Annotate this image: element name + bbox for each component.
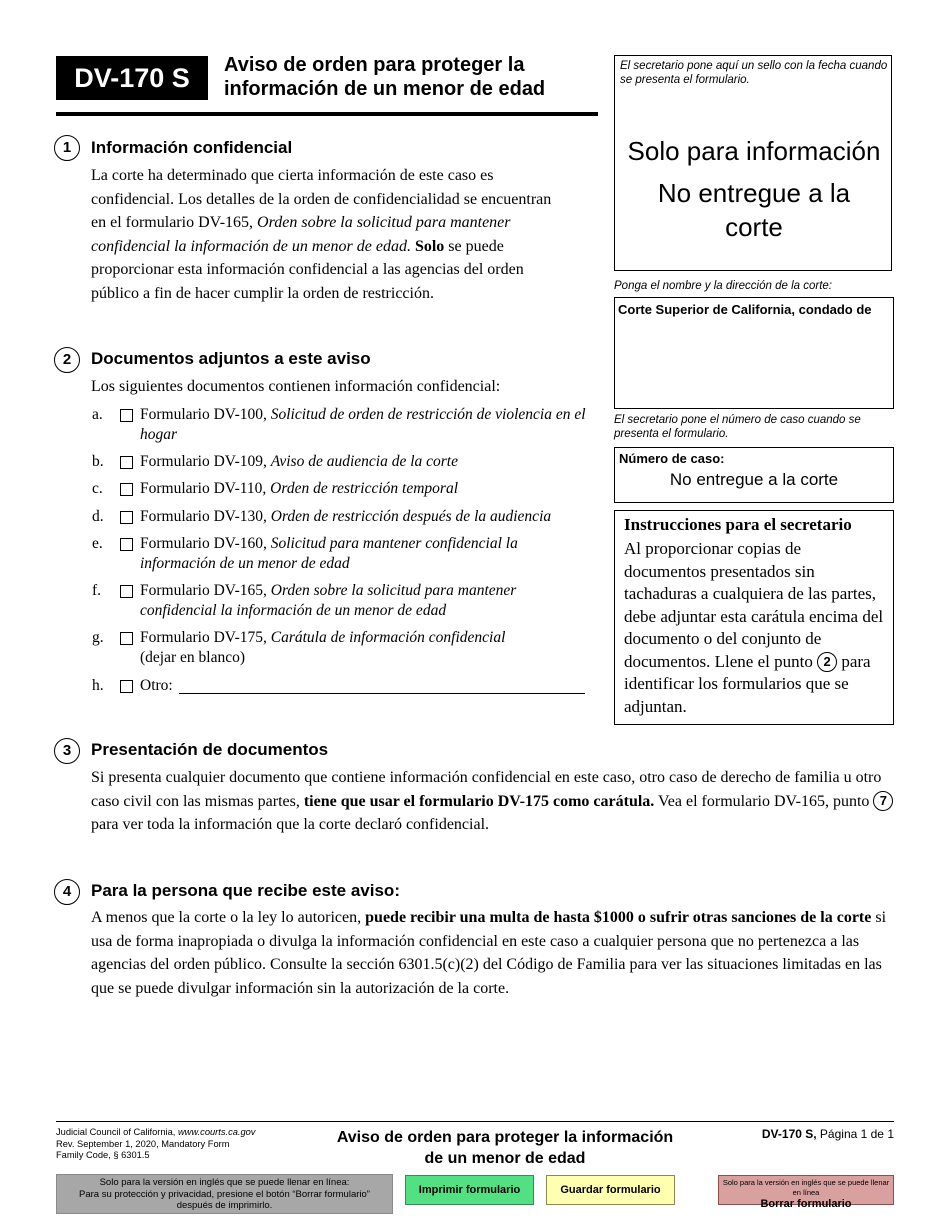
stamp-info-only: Solo para información (627, 136, 881, 166)
clerk-instructions-text-a: Al proporcionar copias de documentos presentados sin tachaduras a cualquiera de las partes, debe adjuntar esta carátula encima del documento o del conjunto de documentos. Llene el punto (624, 539, 884, 671)
section-1-text (91, 164, 566, 305)
header-divider (56, 112, 598, 116)
item-text (140, 507, 595, 527)
item-text (140, 479, 595, 499)
clerk-instructions-box (614, 510, 894, 725)
footer-council-name: Judicial Council of California, (56, 1127, 178, 1137)
item-checkbox[interactable] (120, 483, 133, 496)
item-ref-badge: 7 (873, 791, 893, 811)
form-id-badge: DV-170 S (56, 56, 208, 100)
item-extra: (dejar en blanco) (140, 649, 245, 666)
court-note: Ponga el nombre y la dirección de la corte: (614, 280, 832, 292)
footer-code: Family Code, § 6301.5 (56, 1150, 150, 1160)
stamp-note: El secretario pone aquí un sello con la fecha cuando se presenta el formulario. (620, 60, 888, 86)
item-letter: f. (92, 582, 102, 599)
section-1-title: Información confidencial (91, 138, 293, 157)
item-checkbox[interactable] (120, 538, 133, 551)
document-item (92, 452, 597, 472)
item-checkbox[interactable] (120, 511, 133, 524)
document-item (92, 581, 597, 621)
section-4-text-a: A menos que la corte o la ley lo autoricen, (91, 909, 366, 926)
footer-page-number (700, 1127, 894, 1141)
section-1-text-bold: Solo (414, 237, 445, 255)
section-1-number: 1 (54, 135, 80, 161)
section-4-text-bold: puede recibir una multa de hasta $1000 o sufrir otras sanciones de la corte (365, 909, 872, 926)
item-form-name: Orden de restricción temporal (270, 480, 459, 497)
section-2-intro: Los siguientes documentos contienen información confidencial: (91, 378, 501, 395)
item-form-name: Solicitud para mantener confidencial la información de un menor de edad (140, 535, 518, 572)
footer-divider (56, 1121, 894, 1122)
section-3-number: 3 (54, 738, 80, 764)
section-3-text-c: para ver toda la información que la corte declaró confidencial. (91, 816, 490, 833)
court-name-field[interactable] (614, 297, 894, 409)
item-form-name: Aviso de audiencia de la corte (270, 453, 458, 470)
footer-title-line2: de un menor de edad (424, 1150, 586, 1167)
footer-citation (56, 1127, 316, 1162)
item-form: Formulario DV-100, (140, 406, 271, 423)
item-form: Formulario DV-160, (140, 535, 271, 552)
item-letter: c. (92, 480, 103, 497)
item-form: Formulario DV-130, (140, 508, 271, 525)
print-form-button[interactable]: Imprimir formulario (405, 1175, 534, 1205)
section-4-title: Para la persona que recibe este aviso: (91, 881, 400, 900)
item-text (140, 452, 595, 472)
item-checkbox[interactable] (120, 456, 133, 469)
section-2-title: Documentos adjuntos a este aviso (91, 349, 371, 368)
item-letter: e. (92, 535, 103, 552)
section-2-number: 2 (54, 347, 80, 373)
footer-url[interactable]: www.courts.ca.gov (177, 1127, 256, 1137)
item-checkbox[interactable] (120, 585, 133, 598)
item-text (140, 405, 595, 445)
footer-title (300, 1127, 710, 1169)
section-3-text-bold: tiene que usar el formulario DV-175 como carátula. (303, 792, 655, 810)
item-text (140, 628, 595, 668)
item-letter: b. (92, 453, 104, 470)
privacy-notice-line1: Solo para la versión en inglés que se puede llenar en línea: (99, 1177, 350, 1188)
privacy-notice-line2: Para su protección y privacidad, presione el botón “Borrar formulario” (79, 1188, 370, 1200)
footer-page-label: Página 1 de 1 (816, 1127, 894, 1141)
court-label: Corte Superior de California, condado de (618, 302, 872, 317)
section-3-text-b: Vea el formulario DV-165, punto (654, 792, 874, 810)
stamp-do-not-submit (615, 176, 893, 244)
item-checkbox[interactable] (120, 632, 133, 645)
case-number-field[interactable] (614, 447, 894, 503)
case-number-value: No entregue a la corte (669, 470, 839, 489)
item-ref-badge: 2 (817, 652, 837, 672)
clerk-instructions-title: Instrucciones para el secretario (624, 515, 852, 534)
section-3-text-a: Si presenta cualquier documento que contiene información confidencial en este caso, otro caso de derecho de familia u otro caso civil con las mismas partes, (91, 769, 882, 810)
footer-title-line1: Aviso de orden para proteger la información (336, 1129, 674, 1146)
item-form: Formulario DV-110, (140, 480, 271, 497)
case-number-label: Número de caso: (619, 451, 725, 466)
item-text (140, 581, 595, 621)
form-title-line2: información de un menor de edad (224, 78, 546, 100)
section-1-text-b: se puede proporcionar esta información confidencial a las agencias del orden público a fin de hacer cumplir la orden de restricción. (91, 237, 524, 302)
save-form-button[interactable]: Guardar formulario (546, 1175, 675, 1205)
footer-council (56, 1127, 316, 1139)
clerk-instructions-text (624, 538, 886, 718)
section-4-text-b: si usa de forma inapropiada o divulga la información confidencial en este caso a cualquier persona que no pertenezca a las agencias del orden público. Consulte la sección 6301.5(c)(2) del Código de Familia para ver las situaciones limitadas en las que se puede divulgar información sin la autorización de la corte. (91, 909, 887, 997)
item-form: Otro: (140, 677, 173, 694)
section-4-text (91, 906, 896, 1000)
document-item (92, 507, 597, 527)
item-letter: a. (92, 406, 103, 423)
clerk-instructions-text-b: para identificar los formularios que se adjuntan. (624, 651, 871, 716)
form-title-line1: Aviso de orden para proteger la (224, 54, 525, 76)
clear-form-button[interactable] (718, 1175, 894, 1210)
clerk-stamp-box (614, 55, 892, 271)
stamp-do-not-submit-line2: corte (725, 212, 783, 242)
section-3-title: Presentación de documentos (91, 740, 329, 759)
item-form: Formulario DV-165, (140, 582, 271, 599)
footer-page-form-id: DV-170 S, (761, 1127, 817, 1141)
other-document-field[interactable] (179, 693, 585, 694)
item-checkbox[interactable] (120, 680, 133, 693)
document-item (92, 405, 597, 445)
privacy-notice-line3: después de imprimirlo. (176, 1200, 273, 1211)
section-4-number: 4 (54, 879, 80, 905)
clear-form-label: Borrar formulario (760, 1198, 852, 1210)
clear-form-note: Solo para la versión en inglés que se puede llenar en línea (722, 1178, 890, 1197)
case-number-note: El secretario pone el número de caso cuando se presenta el formulario. (614, 414, 861, 440)
item-letter: g. (92, 629, 104, 646)
section-3-text (91, 766, 896, 837)
footer-revision: Rev. September 1, 2020, Mandatory Form (56, 1138, 230, 1149)
item-letter: d. (92, 508, 104, 525)
form-title (224, 53, 604, 101)
item-form-name: Solicitud de orden de restricción de violencia en el hogar (140, 406, 586, 443)
item-form-name: Orden sobre la solicitud para mantener confidencial la información de un menor de edad (140, 582, 517, 619)
section-1-text-italic: Orden sobre la solicitud para mantener confidencial la información de un menor de edad. (91, 214, 511, 255)
section-1-text-a: La corte ha determinado que cierta información de este caso es confidencial. Los detalles de la orden de confidencialidad se encuentran en el formulario DV-165, (91, 167, 552, 231)
document-item (92, 628, 597, 668)
privacy-notice-panel (56, 1174, 393, 1214)
item-text (140, 534, 595, 574)
item-form: Formulario DV-175, (140, 629, 271, 646)
document-item (92, 534, 597, 574)
item-letter: h. (92, 677, 104, 694)
item-form: Formulario DV-109, (140, 453, 271, 470)
item-form-name: Orden de restricción después de la audiencia (270, 508, 552, 525)
stamp-do-not-submit-line1: No entregue a la (657, 178, 851, 208)
item-checkbox[interactable] (120, 409, 133, 422)
document-item (92, 479, 597, 499)
item-form-name: Carátula de información confidencial (270, 629, 506, 646)
